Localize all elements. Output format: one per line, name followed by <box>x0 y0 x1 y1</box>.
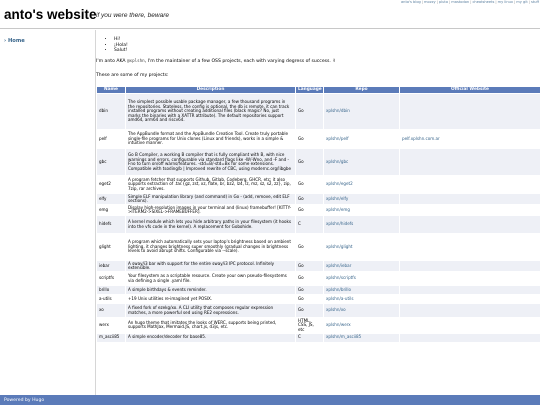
project-repo-link[interactable]: xplshn/dbin <box>324 94 400 130</box>
project-name: werx <box>97 318 126 334</box>
table-row <box>97 194 540 205</box>
table-row <box>97 216 540 234</box>
project-language: Go <box>296 234 324 261</box>
project-language: Go <box>296 272 324 286</box>
project-language: Go <box>296 205 324 216</box>
project-repo-link[interactable]: xplshn/glight <box>324 234 400 261</box>
project-description: A program which automatically sets your laptop's brightness based on ambient lighting, it changes brightness super smoothly (gradual changes in brightness levels to avoid abrupt shifts. Configurable via --scale). <box>126 234 296 261</box>
project-name: a-utils <box>97 295 126 304</box>
project-language: Go <box>296 176 324 194</box>
column-header-repo: Repo <box>324 87 400 94</box>
project-website-link[interactable] <box>400 216 540 234</box>
column-header-description: Description <box>126 87 296 94</box>
column-header-website: Official Website <box>400 87 540 94</box>
project-repo-link[interactable]: xplshn/pelf <box>324 130 400 149</box>
top-nav-links <box>169 0 539 7</box>
project-name: dbin <box>97 94 126 130</box>
project-website-link[interactable] <box>400 272 540 286</box>
table-row <box>97 130 540 149</box>
project-description: A sway/i3 bar with support for the entire sway/i3 IPC protocol. Infinitely extensible. <box>126 261 296 272</box>
projects-table <box>96 86 540 343</box>
project-language: Go <box>296 149 324 176</box>
project-name: eget2 <box>97 176 126 194</box>
project-website-link[interactable] <box>400 194 540 205</box>
project-name: gbc <box>97 149 126 176</box>
table-row <box>97 261 540 272</box>
nav-separator: | <box>449 0 451 4</box>
table-row <box>97 234 540 261</box>
top-nav-link[interactable]: my git <box>516 0 528 4</box>
project-name: pelf <box>97 130 126 149</box>
project-website-link[interactable] <box>400 333 540 342</box>
table-row <box>97 149 540 176</box>
table-row <box>97 286 540 295</box>
project-repo-link[interactable]: xplshn/a-utils <box>324 295 400 304</box>
project-name: brillo <box>97 286 126 295</box>
project-language: HTML, CSS, JS, etc <box>296 318 324 334</box>
project-description: A kernel module which lets you hide arbitrary paths in your filesystem (it hooks into the vfs code in the kernel). A replacement for Gobohide. <box>126 216 296 234</box>
project-repo-link[interactable]: xplshn/scriptfs <box>324 272 400 286</box>
project-website-link[interactable] <box>400 205 540 216</box>
project-description: A simple encoder/decoder for base85. <box>126 333 296 342</box>
project-name: xo <box>97 304 126 318</box>
table-row <box>97 295 540 304</box>
site-header <box>0 0 540 29</box>
nav-separator: | <box>528 0 530 4</box>
top-nav-link[interactable]: my linux <box>497 0 514 4</box>
top-nav-link[interactable]: mozzy <box>424 0 436 4</box>
project-language: C <box>296 216 324 234</box>
top-nav-link[interactable]: pluto <box>438 0 449 4</box>
project-description: Go B Compiler, a working B compiler that is fully compliant with B, with nice warnings and errors, configurable via standard flags like -W/-Wno, and -F and -Fno to turn on/off warns/features. -std=B/-std=Bx for some extensions. Compatible with tsoding/b | Improved rewrite of CBC, using modernc.org/libgbe <box>126 149 296 176</box>
project-name: scriptfs <box>97 272 126 286</box>
intro-handle: @xplshn <box>127 58 145 63</box>
project-language: Go <box>296 261 324 272</box>
project-repo-link[interactable]: xplshn/xo <box>324 304 400 318</box>
table-row <box>97 94 540 130</box>
nav-separator: | <box>470 0 472 4</box>
table-row <box>97 176 540 194</box>
project-language: Go <box>296 130 324 149</box>
project-website-link[interactable] <box>400 149 540 176</box>
nav-separator: | <box>495 0 497 4</box>
project-language: C <box>296 333 324 342</box>
table-row <box>97 333 540 342</box>
intro-text-end: , I'm the maintainer of a few OSS projects, each with varying degress of success. ✌ <box>144 59 337 64</box>
footer-text: Powered by Hugo <box>4 397 45 403</box>
project-language: Go <box>296 94 324 130</box>
project-language: Go <box>296 295 324 304</box>
table-row <box>97 272 540 286</box>
column-header-name: Name <box>97 87 126 94</box>
project-language: Go <box>296 304 324 318</box>
project-repo-link[interactable]: xplshn/hidefs <box>324 216 400 234</box>
project-name: hidefs <box>97 216 126 234</box>
project-repo-link[interactable]: xplshn/brillo <box>324 286 400 295</box>
project-description: A simple birthdays & events reminder. <box>126 286 296 295</box>
site-tagline: if you were there, beware <box>96 12 169 19</box>
list-item: • ¡Hola! <box>114 43 128 49</box>
table-row <box>97 318 540 334</box>
column-header-language: Language <box>296 87 324 94</box>
intro-paragraph <box>96 58 336 64</box>
sidebar-item-home[interactable]: › Home <box>4 38 25 44</box>
project-name: elfy <box>97 194 126 205</box>
project-website-link[interactable] <box>400 304 540 318</box>
main-content <box>96 30 540 395</box>
project-repo-link[interactable]: xplshn/m_ascii85 <box>324 333 400 342</box>
nav-separator: | <box>436 0 438 4</box>
project-name: iebar <box>97 261 126 272</box>
project-description: A fixed fork of ezekg/xo. A CLI utility that composes regular expression matches, a more powerful sed using RE2 expressions. <box>126 304 296 318</box>
project-description: The AppBundle format and the AppBundle Creation Tool. Create truly portable single-file programs for Unix clones (Linux and friends), works in a simple & intuitive manner. <box>126 130 296 149</box>
project-language: Go <box>296 194 324 205</box>
greetings-list <box>108 37 128 54</box>
project-repo-link[interactable]: xplshn/elfy <box>324 194 400 205</box>
project-repo-link[interactable]: xplshn/werx <box>324 318 400 334</box>
project-website-link[interactable] <box>400 295 540 304</box>
top-nav-link[interactable]: anto's blog <box>400 0 421 4</box>
top-nav-link[interactable]: stuff <box>530 0 539 4</box>
table-row <box>97 205 540 216</box>
project-description: Simple ELF manipulation library (and command) in Go - (add, remove, edit ELF sections). <box>126 194 296 205</box>
top-nav-link[interactable]: mastodon <box>451 0 470 4</box>
table-row <box>97 304 540 318</box>
project-repo-link[interactable]: xplshn/iebar <box>324 261 400 272</box>
project-repo-link[interactable]: xplshn/eget2 <box>324 176 400 194</box>
project-website-link[interactable] <box>400 286 540 295</box>
project-website-link[interactable] <box>400 94 540 130</box>
project-website-link[interactable] <box>400 261 540 272</box>
project-description: +19 Unix utilities re-imagined yet POSIX. <box>126 295 296 304</box>
project-description: Your filesystem as a scriptable resource. Create your own pseudo-filesystems via defining a single .yaml file. <box>126 272 296 286</box>
project-website-link[interactable] <box>400 318 540 334</box>
project-website-link[interactable] <box>400 234 540 261</box>
project-name: emg <box>97 205 126 216</box>
project-website-link[interactable] <box>400 176 540 194</box>
project-website-link[interactable]: pelf.xplshn.com.ar <box>400 130 540 149</box>
nav-separator: | <box>421 0 424 4</box>
top-nav-link[interactable]: cheatsheets <box>472 0 495 4</box>
list-item: • Hi! <box>114 37 128 43</box>
project-name: glight <box>97 234 126 261</box>
table-header-row <box>97 87 540 94</box>
projects-lead: These are some of my projects: <box>96 73 169 78</box>
intro-text-start: I'm anto AKA <box>96 59 128 64</box>
sidebar <box>0 30 96 395</box>
project-description: A program fetcher that supports Github, Gitlab, Codeberg, GHCR, etc; it also supports extraction of .tar.{gz, zst, xz, flate, br, bz2, lz4, lz, mz, sz, s2, zz}, zip, 7zip, rar archives. <box>126 176 296 194</box>
project-description: The simplest possible usable package manager, a few thousand programs in the repositories. Stateless, the config is optional, the db is remote, it can track installed programs without creating additional files (black magic? No, just marks the binaries with a XATTR attribute). The default repositories support amd64, arm64 and riscv64. <box>126 94 296 130</box>
site-title[interactable]: anto's website <box>4 7 97 22</box>
list-item: • Salut! <box>114 48 128 54</box>
project-language: Go <box>296 286 324 295</box>
project-name: m_ascii85 <box>97 333 126 342</box>
project-description: Display high-resolution images in your terminal and (linux) framebuffer! [KITTY->ITERM2->SIXEL->FRAMEBUFFER]. <box>126 205 296 216</box>
site-footer <box>0 395 540 405</box>
project-repo-link[interactable]: xplshn/gbc <box>324 149 400 176</box>
project-repo-link[interactable]: xplshn/emg <box>324 205 400 216</box>
nav-separator: | <box>514 0 516 4</box>
project-description: An hugo theme that imitates the looks of WERC, supports being printed, supports MathJax, Mermaid.JS, chart.js, d3js, etc. <box>126 318 296 334</box>
